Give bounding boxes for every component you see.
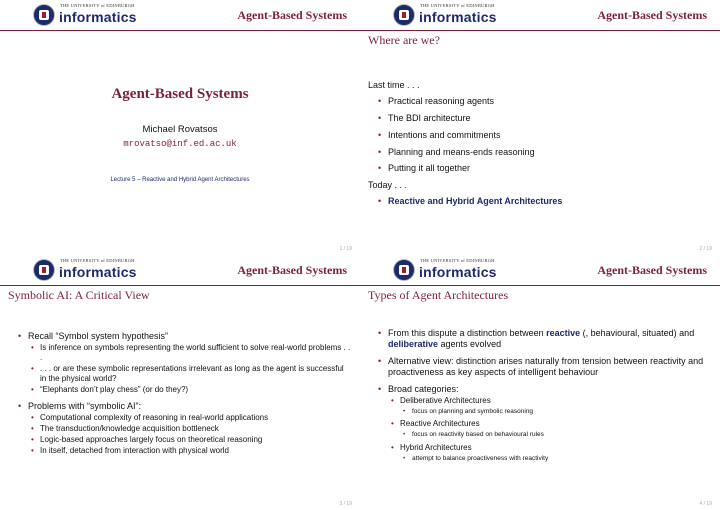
slide-4: [360, 255, 720, 510]
course-title: Agent-Based Systems: [237, 263, 347, 277]
sub-list-item: • . . . or are these symbolic representations irrelevant as long as the agent is successful in the physical world?: [28, 364, 352, 384]
university-crest-icon: [393, 4, 415, 26]
reactive-term: reactive: [546, 328, 581, 338]
note-item: • focus on planning and symbolic reasoning: [400, 408, 712, 416]
university-name: THE UNIVERSITY of EDINBURGH: [60, 3, 135, 8]
page-number: 2 / 19: [699, 246, 712, 252]
bullet-text: Recall “Symbol system hypothesis”: [28, 331, 169, 341]
informatics-logo: informatics: [419, 9, 497, 25]
list-item: • Alternative view: distinction arises naturally from tension between reactivity and proactiveness as key aspects of intelligent behaviour: [368, 356, 712, 379]
informatics-logo: informatics: [59, 264, 137, 280]
sub-list-item: • In itself, detached from interaction with physical world: [28, 446, 352, 456]
slide-header: [0, 255, 360, 286]
university-crest-icon: [33, 4, 55, 26]
page-number: 1 / 19: [339, 246, 352, 252]
last-time-label: Last time . . .: [368, 80, 420, 90]
course-title: Agent-Based Systems: [237, 8, 347, 22]
list-item: [368, 384, 712, 463]
today-label: Today . . .: [368, 180, 408, 190]
author-email: mrovatso@inf.ed.ac.uk: [123, 139, 237, 149]
author-name: Michael Rovatsos: [142, 124, 218, 135]
sub-list-item: • Is inference on symbols representing the world sufficient to solve real-world problems . . .: [28, 343, 352, 363]
category-label: Deliberative Architectures: [400, 396, 491, 406]
slide-2: [360, 0, 720, 255]
list-item: • Putting it all together: [368, 163, 712, 174]
bullet-text: agents evolved: [438, 339, 502, 350]
slide-header: [360, 255, 720, 286]
category-label: Reactive Architectures: [400, 419, 480, 429]
university-name: THE UNIVERSITY of EDINBURGH: [60, 258, 135, 263]
sub-list-item: • Computational complexity of reasoning in real-world applications: [28, 413, 352, 423]
slide-title: Types of Agent Architectures: [368, 288, 509, 302]
note-item: • attempt to balance proactiveness with reactivity: [400, 455, 712, 463]
bullet-text: (, behavioural, situated) and: [580, 328, 695, 338]
informatics-logo: informatics: [59, 9, 137, 25]
category-label: Hybrid Architectures: [400, 442, 472, 452]
today-list: [368, 196, 712, 207]
university-crest-icon: [393, 259, 415, 281]
informatics-logo: informatics: [419, 264, 497, 280]
sub-list-item: • Logic-based approaches largely focus on theoretical reasoning: [28, 435, 352, 445]
slide-body: [368, 80, 712, 213]
list-item: • Intentions and commitments: [368, 130, 712, 141]
slide-header: [360, 0, 720, 31]
note-item: • focus on reactivity based on behavioural rules: [400, 431, 712, 439]
slide-body: [8, 331, 352, 462]
last-time-list: [368, 96, 712, 174]
presentation-title: Agent-Based Systems: [111, 86, 249, 102]
sub-list-item: [388, 443, 712, 463]
list-item: [8, 331, 352, 395]
slide-1: [0, 0, 360, 255]
list-item: • Practical reasoning agents: [368, 96, 712, 107]
list-item: [8, 401, 352, 456]
list-item: [368, 328, 712, 351]
slide-3: [0, 255, 360, 510]
slide-body: [368, 328, 712, 468]
bullet-text: From this dispute a distinction between: [388, 328, 547, 338]
slide-title: Where are we?: [368, 33, 440, 47]
university-crest-icon: [33, 259, 55, 281]
list-item: • Planning and means-ends reasoning: [368, 147, 712, 158]
university-name: THE UNIVERSITY of EDINBURGH: [420, 3, 495, 8]
list-item: [368, 196, 712, 207]
bullet-text: Problems with “symbolic AI”:: [28, 400, 142, 411]
page-number: 4 / 19: [699, 501, 712, 507]
sub-list-item: • “Elephants don’t play chess” (or do they?): [28, 385, 352, 395]
deliberative-term: deliberative: [388, 339, 439, 350]
course-title: Agent-Based Systems: [597, 8, 707, 22]
sub-list-item: • The transduction/knowledge acquisition bottleneck: [28, 424, 352, 434]
sub-list-item: [388, 396, 712, 416]
slide-header: [0, 0, 360, 31]
sub-list-item: [388, 419, 712, 439]
course-title: Agent-Based Systems: [597, 263, 707, 277]
university-name: THE UNIVERSITY of EDINBURGH: [420, 258, 495, 263]
slide-title: Symbolic AI: A Critical View: [8, 288, 150, 302]
lecture-subtitle: Lecture 5 – Reactive and Hybrid Agent Architectures: [110, 177, 250, 183]
list-item: • The BDI architecture: [368, 113, 712, 124]
bullet-text: Broad categories:: [388, 384, 459, 394]
today-topic: Reactive and Hybrid Agent Architectures: [388, 196, 563, 207]
page-number: 3 / 19: [339, 501, 352, 507]
